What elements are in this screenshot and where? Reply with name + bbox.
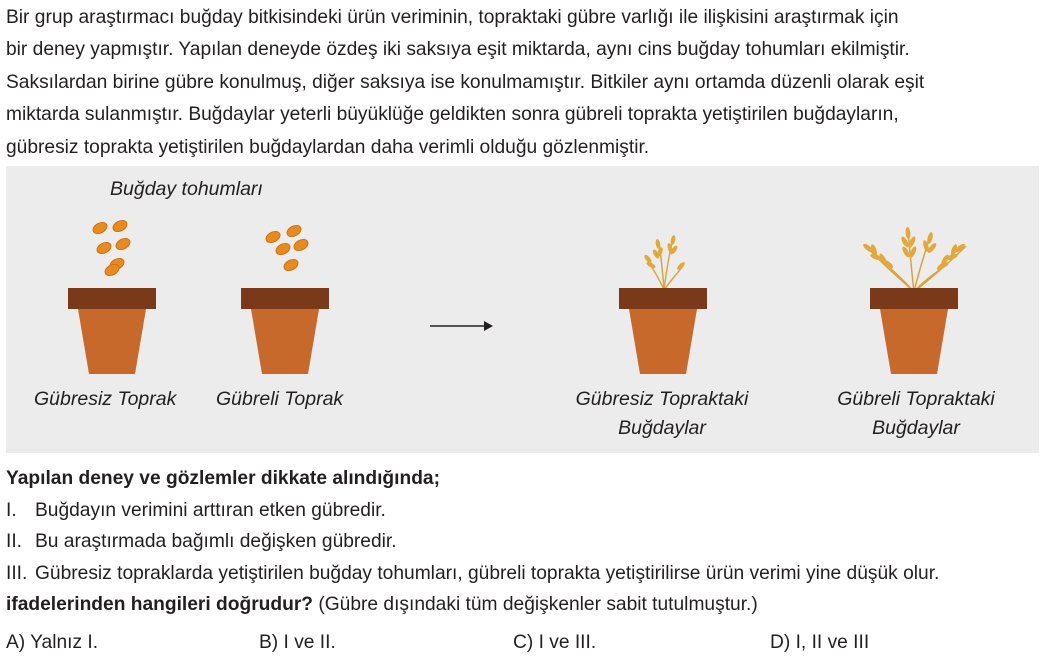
seeds-label: Buğday tohumları: [110, 178, 263, 200]
pot-icon: [241, 288, 329, 374]
seed-icon: [88, 216, 138, 282]
wheat-icon: [639, 228, 689, 290]
intro-line: bir deney yapmıştır. Yapılan deneyde özdeş iki saksıya eşit miktarda, aynı cins buğday tohumları ekilmiştir.: [6, 39, 910, 61]
option-text: I, II ve III: [795, 632, 870, 653]
statement-number: III.: [6, 562, 28, 584]
arrow-right-icon: [430, 318, 494, 334]
question-ask-bold: ifadelerinden hangileri doğrudur?: [6, 594, 314, 616]
option-text: I ve III.: [538, 632, 597, 653]
pot4-label: [816, 385, 1016, 443]
question-block: [6, 463, 1046, 621]
option-letter: A): [6, 632, 26, 653]
answer-options: [0, 627, 1051, 659]
pot3-label-line: Buğdaylar: [618, 417, 706, 439]
statement-text: Buğdayın verimini arttıran etken gübredir.: [35, 499, 386, 521]
pot3-label-line: Gübresiz Topraktaki: [575, 388, 749, 410]
option-letter: D): [770, 632, 791, 653]
statement-text: Gübresiz topraklarda yetiştirilen buğday tohumları, gübreli toprakta yetiştirilirse ürün verimi yine düşük olur.: [35, 562, 940, 584]
option-text: Yalnız I.: [30, 632, 99, 653]
seed-icon: [261, 221, 311, 279]
experiment-figure: [6, 166, 1039, 453]
pot2-label: Gübreli Toprak: [216, 388, 344, 410]
question-stem: Yapılan deney ve gözlemler dikkate alındığında;: [6, 468, 440, 489]
pot4-label-line: Buğdaylar: [872, 417, 960, 439]
intro-line: Bir grup araştırmacı buğday bitkisindeki ürün veriminin, topraktaki gübre varlığı ile ilişkisini araştırmak için: [6, 7, 899, 28]
option-letter: B): [259, 632, 279, 653]
pot1-label: Gübresiz Toprak: [34, 388, 177, 410]
statement-number: II.: [6, 531, 22, 553]
statement-item: [6, 495, 1046, 527]
pot-icon: [68, 288, 156, 374]
pot-icon: [619, 288, 707, 374]
statement-item: [6, 526, 1046, 558]
question-ask-note: (Gübre dışındaki tüm değişkenler sabit tutulmuştur.): [313, 594, 758, 616]
question-ask: [6, 589, 1046, 621]
statement-number: I.: [6, 499, 17, 521]
option-letter: C): [513, 632, 534, 653]
intro-line: gübresiz toprakta yetiştirilen buğdaylardan daha verimli olduğu gözlenmiştir.: [6, 136, 650, 158]
statement-text: Bu araştırmada bağımlı değişken gübredir.: [35, 531, 397, 553]
option-a[interactable]: [6, 627, 98, 659]
statement-item: [6, 558, 1046, 590]
option-b[interactable]: [259, 627, 336, 659]
pot3-label: [562, 385, 762, 443]
option-c[interactable]: [513, 627, 596, 659]
pot4-label-line: Gübreli Topraktaki: [837, 388, 995, 410]
option-d[interactable]: [770, 627, 869, 659]
pot-icon: [870, 288, 958, 374]
intro-line: Saksılardan birine gübre konulmuş, diğer saksıya ise konulmamıştır. Bitkiler aynı ortamda düzenli olarak eşit: [6, 71, 925, 93]
question-intro-paragraph: [6, 2, 1040, 164]
intro-line: miktarda sulanmıştır. Buğdaylar yeterli büyüklüğe geldikten sonra gübreli toprakta yetiştirilen buğdayların,: [6, 104, 899, 126]
wheat-icon: [856, 224, 972, 292]
option-text: I ve II.: [283, 632, 336, 653]
